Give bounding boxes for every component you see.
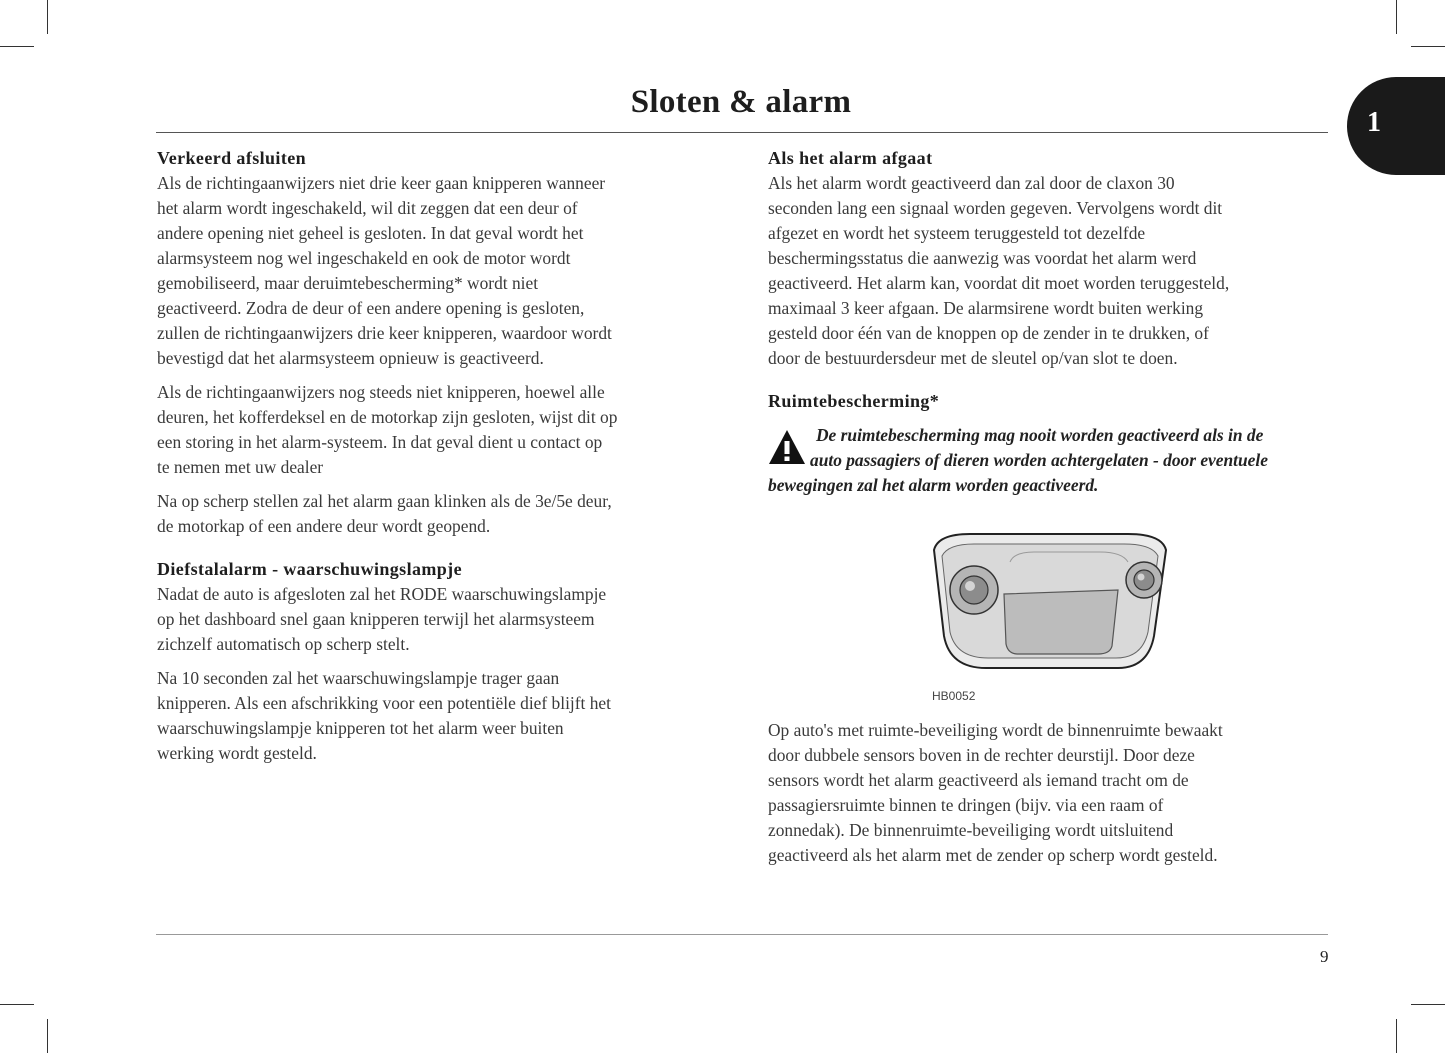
text-line: een storing in het alarm-systeem. In dat geval dient u contact op: [157, 432, 603, 452]
crop-mark: [1396, 0, 1397, 34]
section-heading-diefstalalarm: Diefstalalarm - waarschuwingslampje: [157, 559, 462, 579]
text-line: zonnedak). De binnenruimte-beveiliging wordt uitsluitend: [768, 820, 1174, 840]
text-line: afgezet en wordt het systeem teruggesteld tot dezelfde: [768, 223, 1146, 243]
section-heading-ruimtebescherming: Ruimtebescherming*: [768, 391, 940, 411]
crop-mark: [47, 0, 48, 34]
text-line: gemobiliseerd, maar deruimtebescherming* wordt niet: [157, 273, 539, 293]
warning-triangle-icon: [768, 429, 806, 465]
text-line: de motorkap of een andere deur wordt geopend.: [157, 516, 491, 536]
text-line: passagiersruimte binnen te dringen (bijv. via een raam of: [768, 795, 1164, 815]
crop-mark: [0, 1004, 34, 1005]
warning-block: [768, 423, 1338, 498]
sensor-unit-illustration: [922, 528, 1174, 674]
crop-mark: [1411, 1004, 1445, 1005]
text-line: Als het alarm wordt geactiveerd dan zal door de claxon 30: [768, 173, 1175, 193]
crop-mark: [0, 46, 34, 47]
warning-line: auto passagiers of dieren worden achtergelaten - door eventuele: [810, 450, 1268, 470]
paragraph: [768, 718, 1338, 868]
text-line: door de bestuurdersdeur met de sleutel op/van slot te doen.: [768, 348, 1178, 368]
text-line: werking wordt gesteld.: [157, 743, 317, 763]
chapter-tab: [1347, 77, 1445, 175]
text-line: sensors wordt het alarm geactiveerd als iemand tracht om de: [768, 770, 1189, 790]
text-line: Als de richtingaanwijzers nog steeds niet knipperen, hoewel alle: [157, 382, 605, 402]
chapter-number: 1: [1367, 107, 1381, 138]
crop-mark: [1396, 1019, 1397, 1053]
crop-mark: [47, 1019, 48, 1053]
text-line: Nadat de auto is afgesloten zal het RODE waarschuwingslampje: [157, 584, 607, 604]
text-line: knipperen. Als een afschrikking voor een potentiële dief blijft het: [157, 693, 611, 713]
text-line: Na 10 seconden zal het waarschuwingslampje trager gaan: [157, 668, 560, 688]
paragraph: [157, 171, 727, 371]
footer-rule: [156, 934, 1328, 935]
paragraph: [768, 171, 1338, 371]
text-line: Na op scherp stellen zal het alarm gaan klinken als de 3e/5e deur,: [157, 491, 612, 511]
text-line: waarschuwingslampje knipperen tot het alarm weer buiten: [157, 718, 564, 738]
text-line: deuren, het kofferdeksel en de motorkap zijn gesloten, wijst dit op: [157, 407, 618, 427]
text-line: andere opening niet geheel is gesloten. In dat geval wordt het: [157, 223, 584, 243]
section-heading-als-het-alarm-afgaat: Als het alarm afgaat: [768, 148, 933, 168]
left-column: [157, 146, 727, 766]
right-column: [768, 146, 1338, 498]
text-line: gesteld door één van de knoppen op de zender in te drukken, of: [768, 323, 1209, 343]
text-line: te nemen met uw dealer: [157, 457, 324, 477]
page-number: 9: [1320, 947, 1329, 966]
page-title: Sloten & alarm: [630, 84, 852, 120]
warning-line: bewegingen zal het alarm worden geactiveerd.: [768, 475, 1099, 495]
text-line: geactiveerd. Zodra de deur of een andere opening is gesloten,: [157, 298, 585, 318]
text-line: geactiveerd als het alarm met de zender op scherp wordt gesteld.: [768, 845, 1218, 865]
right-column-bottom: [768, 718, 1338, 868]
crop-mark: [1411, 46, 1445, 47]
paragraph: [157, 666, 727, 766]
paragraph: [157, 489, 727, 539]
text-line: zullen de richtingaanwijzers drie keer knipperen, waardoor wordt: [157, 323, 612, 343]
text-line: seconden lang een signaal worden gegeven. Vervolgens wordt dit: [768, 198, 1223, 218]
section-heading-verkeerd-afsluiten: Verkeerd afsluiten: [157, 148, 307, 168]
text-line: op het dashboard snel gaan knipperen terwijl het alarmsysteem: [157, 609, 595, 629]
text-line: alarmsysteem nog wel ingeschakeld en ook de motor wordt: [157, 248, 571, 268]
text-line: door dubbele sensors boven in de rechter deurstijl. Door deze: [768, 745, 1195, 765]
paragraph: [157, 582, 727, 657]
text-line: beschermingsstatus die aanwezig was voordat het alarm werd: [768, 248, 1197, 268]
text-line: geactiveerd. Het alarm kan, voordat dit moet worden teruggesteld,: [768, 273, 1230, 293]
text-line: Op auto's met ruimte-beveiliging wordt de binnenruimte bewaakt: [768, 720, 1223, 740]
header-rule: [156, 132, 1328, 133]
text-line: Als de richtingaanwijzers niet drie keer gaan knipperen wanneer: [157, 173, 606, 193]
text-line: het alarm wordt ingeschakeld, wil dit zeggen dat een deur of: [157, 198, 578, 218]
figure-label: HB0052: [932, 689, 976, 703]
warning-line: De ruimtebescherming mag nooit worden geactiveerd als in de: [816, 425, 1264, 445]
text-line: bevestigd dat het alarmsysteem opnieuw is geactiveerd.: [157, 348, 544, 368]
text-line: maximaal 3 keer afgaan. De alarmsirene wordt buiten werking: [768, 298, 1204, 318]
paragraph: [157, 380, 727, 480]
text-line: zichzelf automatisch op scherp stelt.: [157, 634, 410, 654]
